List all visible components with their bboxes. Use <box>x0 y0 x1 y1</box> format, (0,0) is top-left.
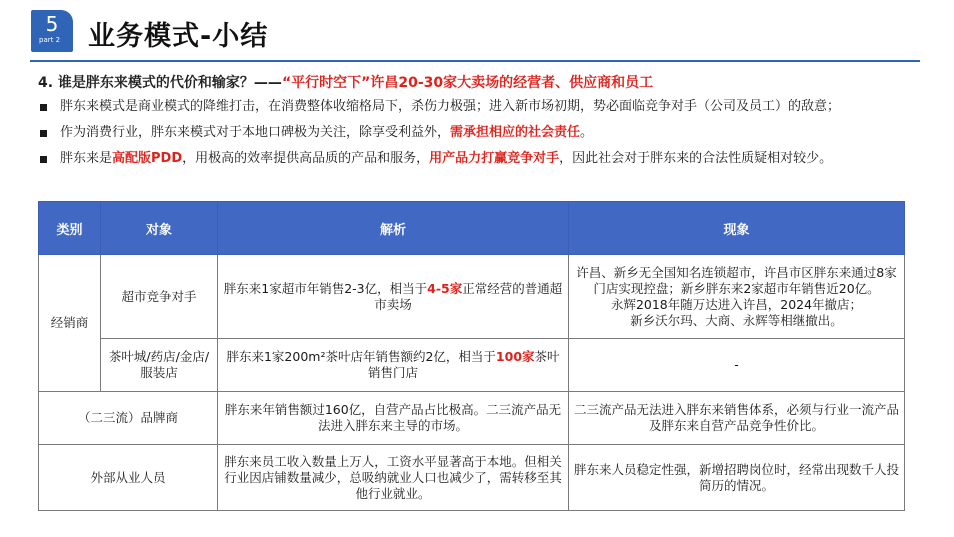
section-part: part 2 <box>39 36 61 44</box>
title-divider <box>30 60 920 62</box>
bullet-text: 。 <box>580 125 594 140</box>
analysis-table <box>38 201 905 511</box>
phenomenon-cell: 二三流产品无法进入胖东来销售体系，必须与行业一流产品及胖东来自营产品竞争性价比。 <box>569 392 905 445</box>
bullet-emphasis: 用产品力打赢竞争对手 <box>429 151 560 166</box>
analysis-emphasis: 100家 <box>495 349 535 364</box>
page-title: 业务模式-小结 <box>88 21 269 52</box>
analysis-text: 正常经营的普通超市卖场 <box>374 280 563 312</box>
category-cell: 经销商 <box>39 255 101 392</box>
bullet-text: 胖东来是 <box>60 151 113 166</box>
analysis-text: 茶叶销售门店 <box>367 349 560 380</box>
analysis-cell: 胖东来年销售额过160亿，自营产品占比极高。二三流产品无法进入胖东来主导的市场。 <box>218 392 569 445</box>
analysis-text: 胖东来1家200m²茶叶店年销售额约2亿，相当于 <box>226 349 496 364</box>
question-prefix: 4. 谁是胖东来模式的代价和输家？—— <box>38 75 282 91</box>
bullet-list <box>38 98 918 176</box>
bullet-square-icon <box>40 130 47 137</box>
bullet-text: 作为消费行业，胖东来模式对于本地口碑极为关注，除享受利益外， <box>60 125 451 140</box>
bullet-text: 胖东来模式是商业模式的降维打击，在消费整体收缩格局下，杀伤力极强；进入新市场初期，势必面临竞争对手（公司及员工）的敌意； <box>60 99 841 114</box>
phenomenon-cell: - <box>569 339 905 392</box>
question-heading <box>38 72 653 92</box>
bullet-square-icon <box>40 104 47 111</box>
table-row <box>39 445 905 511</box>
bullet-square-icon <box>40 156 47 163</box>
analysis-cell: 胖东来员工收入数量上万人，工资水平显著高于本地。但相关行业因店铺数量减少，总吸纳就业人口也减少了，需转移至其他行业就业。 <box>218 445 569 511</box>
phenomenon-cell: 胖东来人员稳定性强，新增招聘岗位时，经常出现数千人投简历的情况。 <box>569 445 905 511</box>
bullet-text: ，用极高的效率提供高品质的产品和服务， <box>182 151 430 166</box>
bullet-emphasis: 需承担相应的社会责任 <box>450 125 581 140</box>
table-row <box>39 339 905 392</box>
analysis-text: 胖东来1家超市年销售2-3亿，相当于 <box>223 280 428 296</box>
section-number: 5 <box>45 12 59 36</box>
object-cell: 超市竞争对手 <box>101 255 218 339</box>
table-header-row <box>39 202 905 255</box>
phenomenon-cell <box>569 255 905 339</box>
bullet-item <box>38 150 918 176</box>
section-badge <box>31 10 73 52</box>
table-row <box>39 255 905 339</box>
analysis-cell <box>218 339 569 392</box>
table-row <box>39 392 905 445</box>
bullet-item <box>38 124 918 150</box>
question-highlight: “平行时空下”许昌20-30家大卖场的经营者、供应商和员工 <box>281 75 654 91</box>
header-category: 类别 <box>39 202 101 255</box>
header-analysis: 解析 <box>218 202 569 255</box>
header-object: 对象 <box>101 202 218 255</box>
analysis-cell <box>218 255 569 339</box>
object-cell: 茶叶城/药店/金店/服装店 <box>101 339 218 392</box>
bullet-emphasis: 高配版PDD <box>112 151 183 166</box>
phenomenon-text: 永辉2018年随万达进入许昌，2024年撤店； <box>610 296 863 312</box>
phenomenon-text: 许昌、新乡无全国知名连锁超市，许昌市区胖东来通过8家门店实现控盘；新乡胖东来2家超市年销售近20亿。 <box>576 264 897 296</box>
object-cell: （二三流）品牌商 <box>39 392 218 445</box>
bullet-text: ，因此社会对于胖东来的合法性质疑相对较少。 <box>559 151 833 166</box>
phenomenon-text: 新乡沃尔玛、大商、永辉等相继撤出。 <box>630 312 843 328</box>
object-cell: 外部从业人员 <box>39 445 218 511</box>
header-phenomenon: 现象 <box>569 202 905 255</box>
bullet-item <box>38 98 918 124</box>
analysis-emphasis: 4-5家 <box>427 280 463 296</box>
